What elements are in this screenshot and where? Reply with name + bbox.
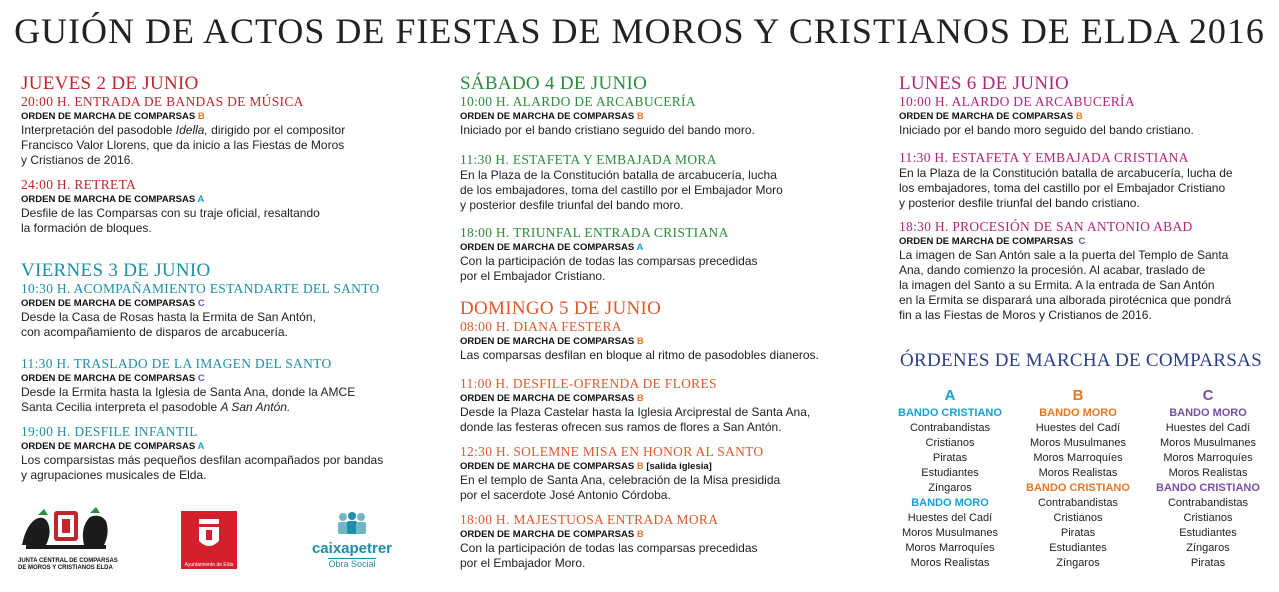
junta-emblem-icon xyxy=(18,505,114,553)
event-block xyxy=(899,219,1269,323)
event-title: 12:30 H. SOLEMNE MISA EN HONOR AL SANTO xyxy=(460,444,764,459)
order-line: ORDEN DE MARCHA DE COMPARSAS C xyxy=(899,236,1086,247)
event-description: Santa Cecilia interpreta el pasodoble A San Antón. xyxy=(21,400,291,414)
comparsa-item: Moros Marroquíes xyxy=(905,542,995,554)
column-thursday-friday xyxy=(21,73,441,492)
comparsa-item: Moros Marroquíes xyxy=(1033,452,1123,464)
event-description: Los comparsistas más pequeños desfilan acompañados por bandas xyxy=(21,453,384,467)
event-description: Iniciado por el bando cristiano seguido del bando moro. xyxy=(460,123,755,137)
comparsa-item: Huestes del Cadí xyxy=(1165,422,1251,434)
comparsa-item: Huestes del Cadí xyxy=(907,512,993,524)
comparsa-item: Moros Musulmanes xyxy=(902,527,998,539)
day-heading: LUNES 6 DE JUNIO xyxy=(899,73,1069,94)
event-description: en la Ermita se disparará una alborada pirotécnica que pondrá xyxy=(899,293,1232,307)
order-line: ORDEN DE MARCHA DE COMPARSAS B xyxy=(460,529,644,540)
comparsa-item: Zíngaros xyxy=(928,482,972,494)
event-description: Francisco Valor Llorens, que da inicio a las Fiestas de Moros xyxy=(21,138,345,152)
comparsa-item: Zíngaros xyxy=(1056,557,1100,569)
order-letter: C xyxy=(1202,387,1214,404)
comparsa-item: Cristianos xyxy=(1183,512,1233,524)
bando-heading: BANDO MORO xyxy=(911,497,989,509)
order-line: ORDEN DE MARCHA DE COMPARSAS B xyxy=(460,393,644,404)
comparsa-item: Estudiantes xyxy=(1049,542,1107,554)
event-description: y agrupaciones musicales de Elda. xyxy=(21,468,207,482)
order-line: ORDEN DE MARCHA DE COMPARSAS A xyxy=(460,242,644,253)
order-letter: B xyxy=(1072,387,1084,404)
order-column-c xyxy=(1148,386,1268,571)
event-block xyxy=(899,150,1269,211)
city-shield-icon xyxy=(181,511,237,557)
event-description: fin a las Fiestas de Moros y Cristianos de 2016. xyxy=(899,308,1152,322)
event-title: 24:00 H. RETRETA xyxy=(21,177,137,192)
comparsa-item: Contrabandistas xyxy=(909,422,991,434)
event-block xyxy=(21,94,441,168)
event-title: 18:30 H. PROCESIÓN DE SAN ANTONIO ABAD xyxy=(899,219,1193,234)
order-line: ORDEN DE MARCHA DE COMPARSAS B [salida iglesia] xyxy=(460,461,712,472)
comparsa-item: Piratas xyxy=(1060,527,1096,539)
order-line: ORDEN DE MARCHA DE COMPARSAS A xyxy=(21,194,205,205)
event-description: Desfile de las Comparsas con su traje oficial, resaltando xyxy=(21,206,320,220)
comparsa-item: Piratas xyxy=(932,452,968,464)
caixapetrer-logo xyxy=(304,512,400,569)
comparsa-item: Moros Realistas xyxy=(1038,467,1118,479)
event-title: 11:30 H. ESTAFETA Y EMBAJADA CRISTIANA xyxy=(899,150,1189,165)
comparsa-item: Moros Realistas xyxy=(1168,467,1248,479)
event-description: la formación de bloques. xyxy=(21,221,152,235)
orders-title: ÓRDENES DE MARCHA DE COMPARSAS xyxy=(900,350,1262,371)
order-column-a xyxy=(890,386,1010,571)
column-saturday-sunday xyxy=(460,73,880,580)
event-description: Con la participación de todas las comparsas precedidas xyxy=(460,254,758,268)
bando-heading: BANDO CRISTIANO xyxy=(1026,482,1130,494)
event-title: 20:00 H. ENTRADA DE BANDAS DE MÚSICA xyxy=(21,94,304,109)
event-description: Desde la Plaza Castelar hasta la Iglesia Arciprestal de Santa Ana, xyxy=(460,405,811,419)
order-line: ORDEN DE MARCHA DE COMPARSAS A xyxy=(21,441,205,452)
caixapetrer-logo-text: caixapetrer xyxy=(311,540,393,557)
event-title: 11:30 H. TRASLADO DE LA IMAGEN DEL SANTO xyxy=(21,356,332,371)
event-description: Iniciado por el bando moro seguido del bando cristiano. xyxy=(899,123,1194,137)
event-title: 10:00 H. ALARDO DE ARCABUCERÍA xyxy=(899,94,1135,109)
event-description: por el sacerdote José Antonio Córdoba. xyxy=(460,488,671,502)
event-description: y posterior desfile triunfal del bando cristiano. xyxy=(899,196,1140,210)
column-monday xyxy=(899,73,1269,332)
comparsa-item: Contrabandistas xyxy=(1167,497,1249,509)
event-block xyxy=(460,376,880,435)
comparsa-item: Zíngaros xyxy=(1186,542,1230,554)
comparsa-item: Estudiantes xyxy=(1179,527,1237,539)
comparsa-item: Cristianos xyxy=(1053,512,1103,524)
event-block xyxy=(460,94,880,138)
event-title: 18:00 H. MAJESTUOSA ENTRADA MORA xyxy=(460,512,719,527)
bando-heading: BANDO CRISTIANO xyxy=(898,407,1002,419)
ayuntamiento-logo-text: Ayuntamiento de Elda xyxy=(184,562,234,568)
bando-heading: BANDO MORO xyxy=(1169,407,1247,419)
event-block xyxy=(460,152,880,213)
event-block xyxy=(899,94,1269,138)
event-description: Desde la Casa de Rosas hasta la Ermita de San Antón, xyxy=(21,310,316,324)
event-block xyxy=(21,356,441,415)
event-description: En la Plaza de la Constitución batalla de arcabucería, lucha xyxy=(460,168,777,182)
event-title: 19:00 H. DESFILE INFANTIL xyxy=(21,424,198,439)
junta-logo-text: JUNTA CENTRAL DE COMPARSAS DE MOROS Y CRISTIANOS ELDA xyxy=(18,558,118,571)
event-description: Ana, dando comienzo la procesión. Al acabar, traslado de xyxy=(899,263,1206,277)
event-description: por el Embajador Moro. xyxy=(460,556,586,570)
event-description: Con la participación de todas las comparsas precedidas xyxy=(460,541,758,555)
ayuntamiento-logo xyxy=(181,511,237,569)
event-title: 10:00 H. ALARDO DE ARCABUCERÍA xyxy=(460,94,696,109)
order-line: ORDEN DE MARCHA DE COMPARSAS B xyxy=(460,336,644,347)
day-heading: JUEVES 2 DE JUNIO xyxy=(21,73,199,94)
obra-social-text: Obra Social xyxy=(328,559,376,569)
order-letter: A xyxy=(944,387,956,404)
people-icon xyxy=(335,512,369,536)
event-description: donde las festeras ofrecen sus ramos de flores a San Antón. xyxy=(460,420,782,434)
event-description: En la Plaza de la Constitución batalla de arcabucería, lucha de xyxy=(899,166,1233,180)
order-line: ORDEN DE MARCHA DE COMPARSAS B xyxy=(460,111,644,122)
event-description: con acompañamiento de disparos de arcabucería. xyxy=(21,325,288,339)
event-block xyxy=(460,319,880,363)
event-title: 11:30 H. ESTAFETA Y EMBAJADA MORA xyxy=(460,152,717,167)
comparsa-item: Huestes del Cadí xyxy=(1035,422,1121,434)
junta-central-logo xyxy=(18,505,118,572)
event-description: y Cristianos de 2016. xyxy=(21,153,134,167)
comparsa-item: Piratas xyxy=(1190,557,1226,569)
event-description: Desde la Ermita hasta la Iglesia de Santa Ana, donde la AMCE xyxy=(21,385,356,399)
order-line: ORDEN DE MARCHA DE COMPARSAS B xyxy=(899,111,1083,122)
event-description: Las comparsas desfilan en bloque al ritmo de pasodobles dianeros. xyxy=(460,348,819,362)
comparsa-item: Moros Marroquíes xyxy=(1163,452,1253,464)
comparsa-item: Moros Realistas xyxy=(910,557,990,569)
event-description: y posterior desfile triunfal del bando moro. xyxy=(460,198,684,212)
comparsa-item: Moros Musulmanes xyxy=(1030,437,1126,449)
event-description: La imagen de San Antón sale a la puerta del Templo de Santa xyxy=(899,248,1229,262)
event-description: Interpretación del pasodoble Idella, dirigido por el compositor xyxy=(21,123,346,137)
order-column-b xyxy=(1018,386,1138,571)
event-description: de los embajadores, toma del castillo por el Embajador Moro xyxy=(460,183,783,197)
event-description: la imagen del Santo a su Ermita. A la entrada de San Antón xyxy=(899,278,1215,292)
event-description: por el Embajador Cristiano. xyxy=(460,269,606,283)
day-heading: DOMINGO 5 DE JUNIO xyxy=(460,298,662,319)
event-description: En el templo de Santa Ana, celebración de la Misa presidida xyxy=(460,473,781,487)
page-title: GUIÓN DE ACTOS DE FIESTAS DE MOROS Y CRISTIANOS DE ELDA 2016 xyxy=(14,11,1265,51)
order-line: ORDEN DE MARCHA DE COMPARSAS C xyxy=(21,373,205,384)
event-block xyxy=(460,444,880,503)
event-title: 18:00 H. TRIUNFAL ENTRADA CRISTIANA xyxy=(460,225,729,240)
day-heading: VIERNES 3 DE JUNIO xyxy=(21,260,211,281)
bando-heading: BANDO MORO xyxy=(1039,407,1117,419)
comparsa-item: Cristianos xyxy=(925,437,975,449)
comparsa-item: Contrabandistas xyxy=(1037,497,1119,509)
event-title: 10:30 H. ACOMPAÑAMIENTO ESTANDARTE DEL SANTO xyxy=(21,281,380,296)
event-description: los embajadores, toma del castillo por el Embajador Cristiano xyxy=(899,181,1226,195)
event-block xyxy=(460,225,880,284)
order-line: ORDEN DE MARCHA DE COMPARSAS C xyxy=(21,298,205,309)
bando-heading: BANDO CRISTIANO xyxy=(1156,482,1260,494)
order-line: ORDEN DE MARCHA DE COMPARSAS B xyxy=(21,111,205,122)
event-block xyxy=(21,177,441,236)
event-block xyxy=(460,512,880,571)
day-heading: SÁBADO 4 DE JUNIO xyxy=(460,73,648,94)
event-block xyxy=(21,424,441,483)
comparsa-item: Estudiantes xyxy=(921,467,979,479)
comparsa-item: Moros Musulmanes xyxy=(1160,437,1256,449)
event-title: 11:00 H. DESFILE-OFRENDA DE FLORES xyxy=(460,376,717,391)
event-title: 08:00 H. DIANA FESTERA xyxy=(460,319,622,334)
event-block xyxy=(21,281,441,340)
